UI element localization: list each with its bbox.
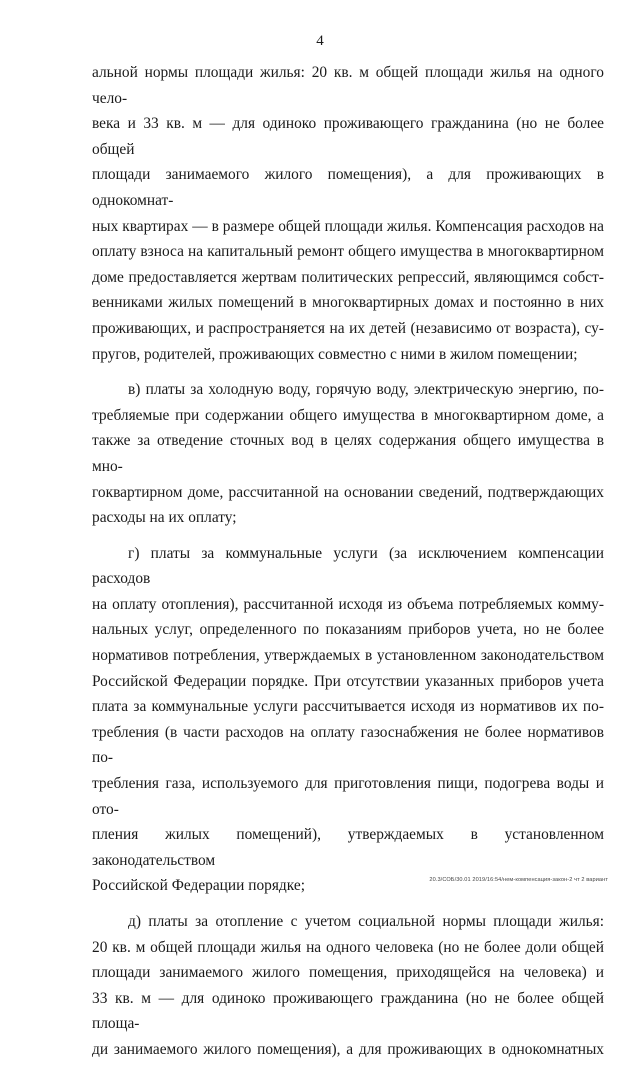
text-line: нальных услуг, определенного по показаниям приборов учета, но не более: [92, 621, 604, 639]
text-line: оплату взноса на капитальный ремонт общего имущества в многоквартирном: [92, 243, 604, 261]
text-line: в) платы за холодную воду, горячую воду, электрическую энергию, по-: [128, 381, 604, 399]
text-line: требления газа, используемого для приготовления пищи, подогрева воды и ото-: [92, 775, 604, 818]
text-line: нормативов потребления, утверждаемых в установленном законодательством: [92, 647, 604, 665]
text-line: плата за коммунальные услуги рассчитывается исходя из нормативов их по-: [92, 698, 604, 716]
text-line: требляемые при содержании общего имущества в многоквартирном доме, а: [92, 406, 604, 424]
paragraph-v: [92, 377, 604, 531]
text-line: пления жилых помещений), утверждаемых в установленном законодательством: [92, 826, 604, 869]
text-line: альной нормы площади жилья: 20 кв. м общей площади жилья на одного чело-: [92, 64, 604, 107]
text-line: Российской Федерации порядке;: [92, 877, 305, 895]
text-line: ных квартирах — в размере общей площади жилья. Компенсация расходов на: [92, 217, 604, 235]
body-text: [92, 60, 604, 1073]
text-line: 33 кв. м — для одиноко проживающего гражданина (но не более общей площа-: [92, 989, 604, 1033]
text-line: ди занимаемого жилого помещения), а для проживающих в однокомнатных: [92, 1040, 604, 1058]
text-line: площади занимаемого жилого помещения, приходящейся на человека) и: [92, 964, 604, 982]
paragraph-g: [92, 541, 604, 899]
text-line: пругов, родителей, проживающих совместно с ними в жилом помещении;: [92, 345, 578, 363]
text-line: проживающих, и распространяется на их детей (независимо от возраста), су-: [92, 319, 604, 337]
text-line: Российской Федерации порядке. При отсутствии указанных приборов учета: [92, 672, 604, 690]
text-line: расходы на их оплату;: [92, 509, 237, 527]
text-line: на оплату отопления), рассчитанной исходя из объема потребляемых комму-: [92, 595, 604, 613]
text-line: доме предоставляется жертвам политических репрессий, являющимся собст-: [92, 268, 604, 286]
document-footer-code: 20.3/СОБ/30.01 2019/16:54/нем-компенсация-закон-2 чт 2 вариант: [429, 877, 608, 883]
text-line: площади занимаемого жилого помещения), а для проживающих в однокомнат-: [92, 166, 604, 209]
text-line: д) платы за отопление с учетом социальной нормы площади жилья:: [128, 913, 604, 930]
text-line: 20 кв. м общей площади жилья на одного человека (но не более доли общей: [92, 938, 604, 956]
paragraph-1: [92, 60, 604, 367]
text-line: гоквартирном доме, рассчитанной на основании сведений, подтверждающих: [92, 483, 604, 501]
text-line: требления (в части расходов на оплату газоснабжения не более нормативов по-: [92, 723, 604, 767]
text-line: также за отведение сточных вод в целях содержания общего имущества в мно-: [92, 432, 604, 475]
text-line: венниками жилых помещений в многоквартирных домах и постоянно в них: [92, 294, 604, 312]
text-line: века и 33 кв. м — для одиноко проживающего гражданина (но не более общей: [92, 115, 604, 158]
page-number: 4: [316, 33, 324, 49]
text-line: г) платы за коммунальные услуги (за исключением компенсации расходов: [92, 544, 604, 588]
paragraph-d: [92, 909, 604, 1063]
